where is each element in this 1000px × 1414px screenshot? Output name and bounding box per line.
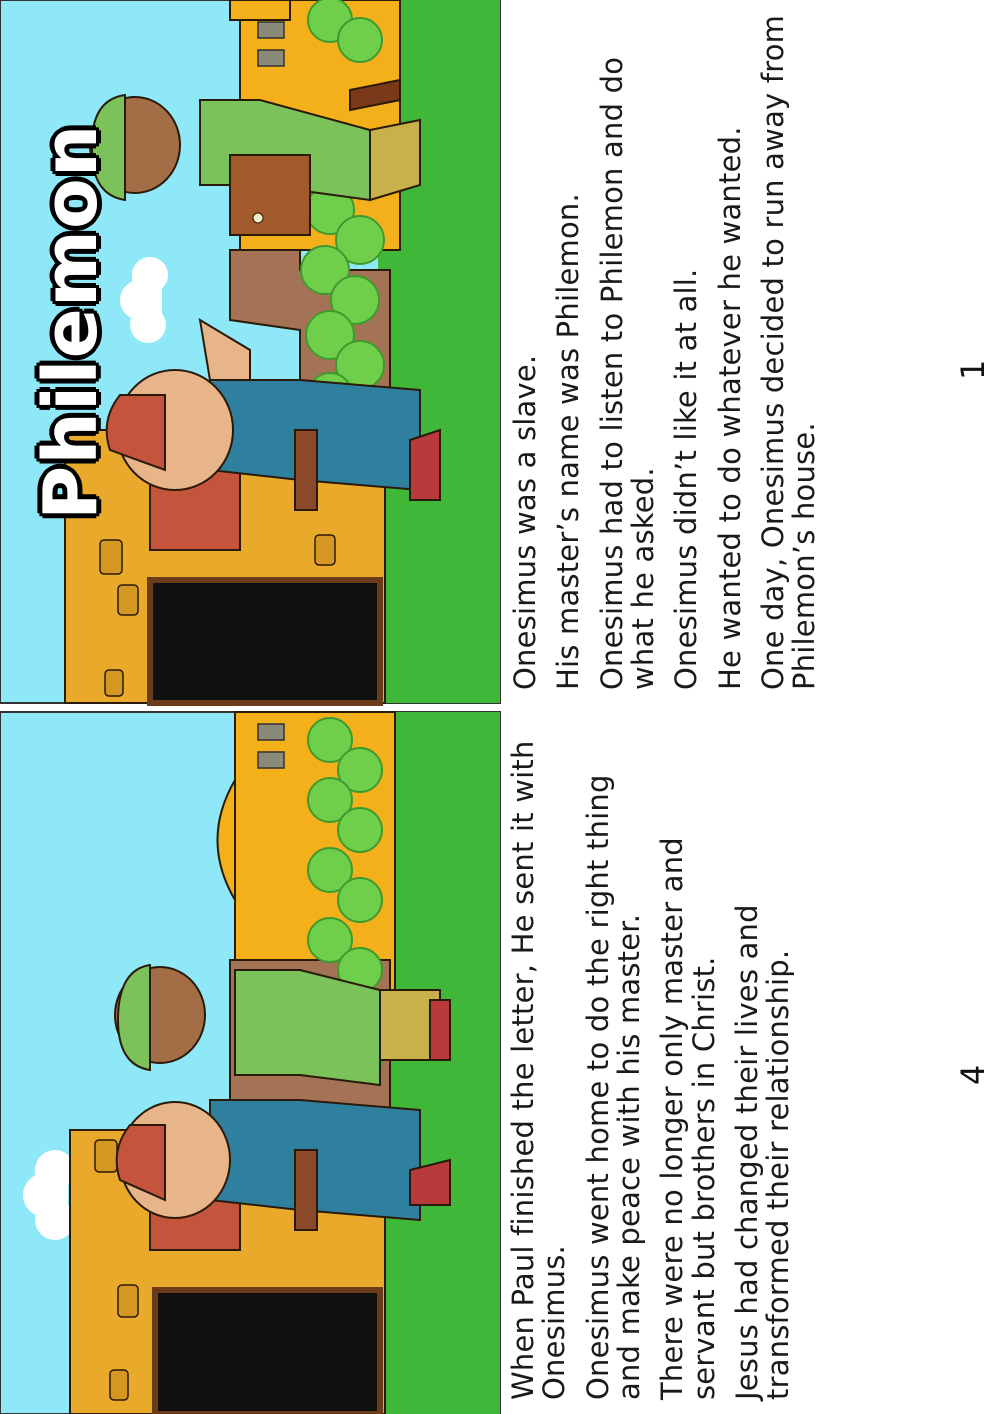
paragraph: Onesimus went home to do the right thing and make peace with his master.: [580, 774, 646, 1400]
paragraph: He wanted to do whatever he wanted.: [712, 126, 747, 690]
paragraph: There were no longer only master and servant but brothers in Christ.: [655, 837, 721, 1400]
page-number: 1: [954, 359, 992, 380]
bottom-illustration: [0, 712, 500, 1414]
page-4-text: [508, 720, 807, 1400]
paragraph: When Paul finished the letter, He sent it with Onesimus.: [506, 740, 572, 1400]
paragraph: His master’s name was Philemon.: [551, 193, 586, 690]
paragraph: Onesimus didn’t like it at all.: [669, 268, 704, 690]
paragraph: Jesus had changed their lives and transformed their relationship.: [729, 904, 796, 1400]
page-number: 4: [954, 1064, 992, 1085]
paragraph: One day, Onesimus decided to run away from Philemon’s house.: [755, 14, 822, 690]
paragraph: Onesimus was a slave.: [508, 354, 542, 690]
paragraph: Onesimus had to listen to Philemon and do what he asked.: [594, 56, 660, 690]
page-1-text: [510, 10, 833, 690]
book-title: Philemon: [28, 123, 114, 520]
